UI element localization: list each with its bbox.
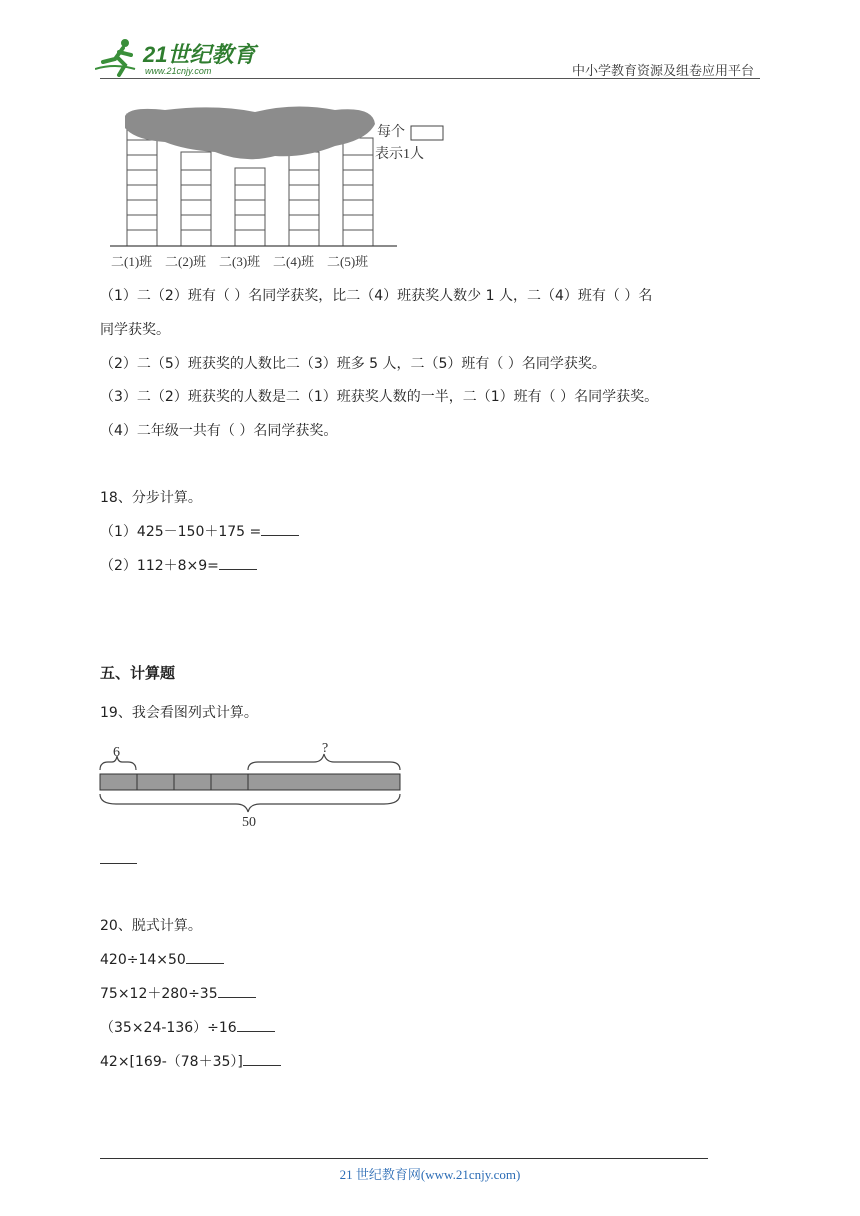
class-label-4: 二(4)班 <box>273 254 315 269</box>
q17-part4: （4）二年级一共有（ ）名同学获奖。 <box>100 423 338 439</box>
part-brace <box>100 756 136 770</box>
runner-logo-icon <box>95 35 265 77</box>
logo-url: www.21cnjy.com <box>145 66 212 76</box>
class-label-3: 二(3)班 <box>219 254 261 269</box>
q20-title: 20、脱式计算。 <box>100 918 202 934</box>
cloud-cover <box>125 106 375 159</box>
total-brace <box>100 794 400 812</box>
brand-logo <box>95 35 265 77</box>
q17-part1a: （1）二（2）班有（ ）名同学获奖，比二（4）班获奖人数少 1 人，二（4）班有（ ）名 <box>100 288 653 304</box>
logo-text: 21世纪教育 <box>143 42 256 67</box>
header-divider <box>100 78 760 79</box>
question-label: ? <box>322 741 329 756</box>
segment-diagram <box>96 736 406 830</box>
section-title: 五、计算题 <box>100 664 176 682</box>
answer-blank <box>219 557 257 570</box>
legend-square <box>411 126 443 140</box>
total-label: 50 <box>242 815 256 830</box>
q20-expr3: （35×24-136）÷16 <box>100 1018 275 1038</box>
platform-title: 中小学教育资源及组卷应用平台 <box>571 63 754 78</box>
class-label-5: 二(5)班 <box>327 254 369 269</box>
q20-expr1: 420÷14×50 <box>100 950 224 970</box>
answer-blank <box>261 523 299 536</box>
class-label-1: 二(1)班 <box>111 254 153 269</box>
q19-answer-blank <box>100 853 137 864</box>
q17-part2: （2）二（5）班获奖的人数比二（3）班多 5 人，二（5）班有（ ）名同学获奖。 <box>100 356 606 372</box>
legend-line1: 每个 <box>377 125 405 140</box>
footer-divider <box>100 1158 708 1159</box>
q17-part3: （3）二（2）班获奖的人数是二（1）班获奖人数的一半，二（1）班有（ ）名同学获奖。 <box>100 389 659 405</box>
q17-part1b: 同学获奖。 <box>100 322 170 338</box>
part-label: 6 <box>113 745 120 760</box>
q20-expr2: 75×12＋280÷35 <box>100 984 256 1004</box>
q18-part2: （2）112＋8×9= <box>100 556 257 576</box>
answer-blank <box>186 951 224 964</box>
answer-blank <box>237 1019 275 1032</box>
question-brace <box>248 754 400 770</box>
award-chart-figure <box>105 100 455 275</box>
legend-line2: 表示1人 <box>375 147 424 162</box>
q18-part1: （1）425－150＋175 = <box>100 522 299 542</box>
answer-blank <box>218 985 256 998</box>
total-bar <box>100 774 400 790</box>
class-label-2: 二(2)班 <box>165 254 207 269</box>
q18-title: 18、分步计算。 <box>100 490 202 506</box>
q20-expr4: 42×[169-（78＋35）] <box>100 1052 281 1072</box>
answer-blank <box>243 1053 281 1066</box>
footer-text[interactable]: 21 世纪教育网(www.21cnjy.com) <box>339 1167 521 1182</box>
q19-title: 19、我会看图列式计算。 <box>100 705 258 721</box>
